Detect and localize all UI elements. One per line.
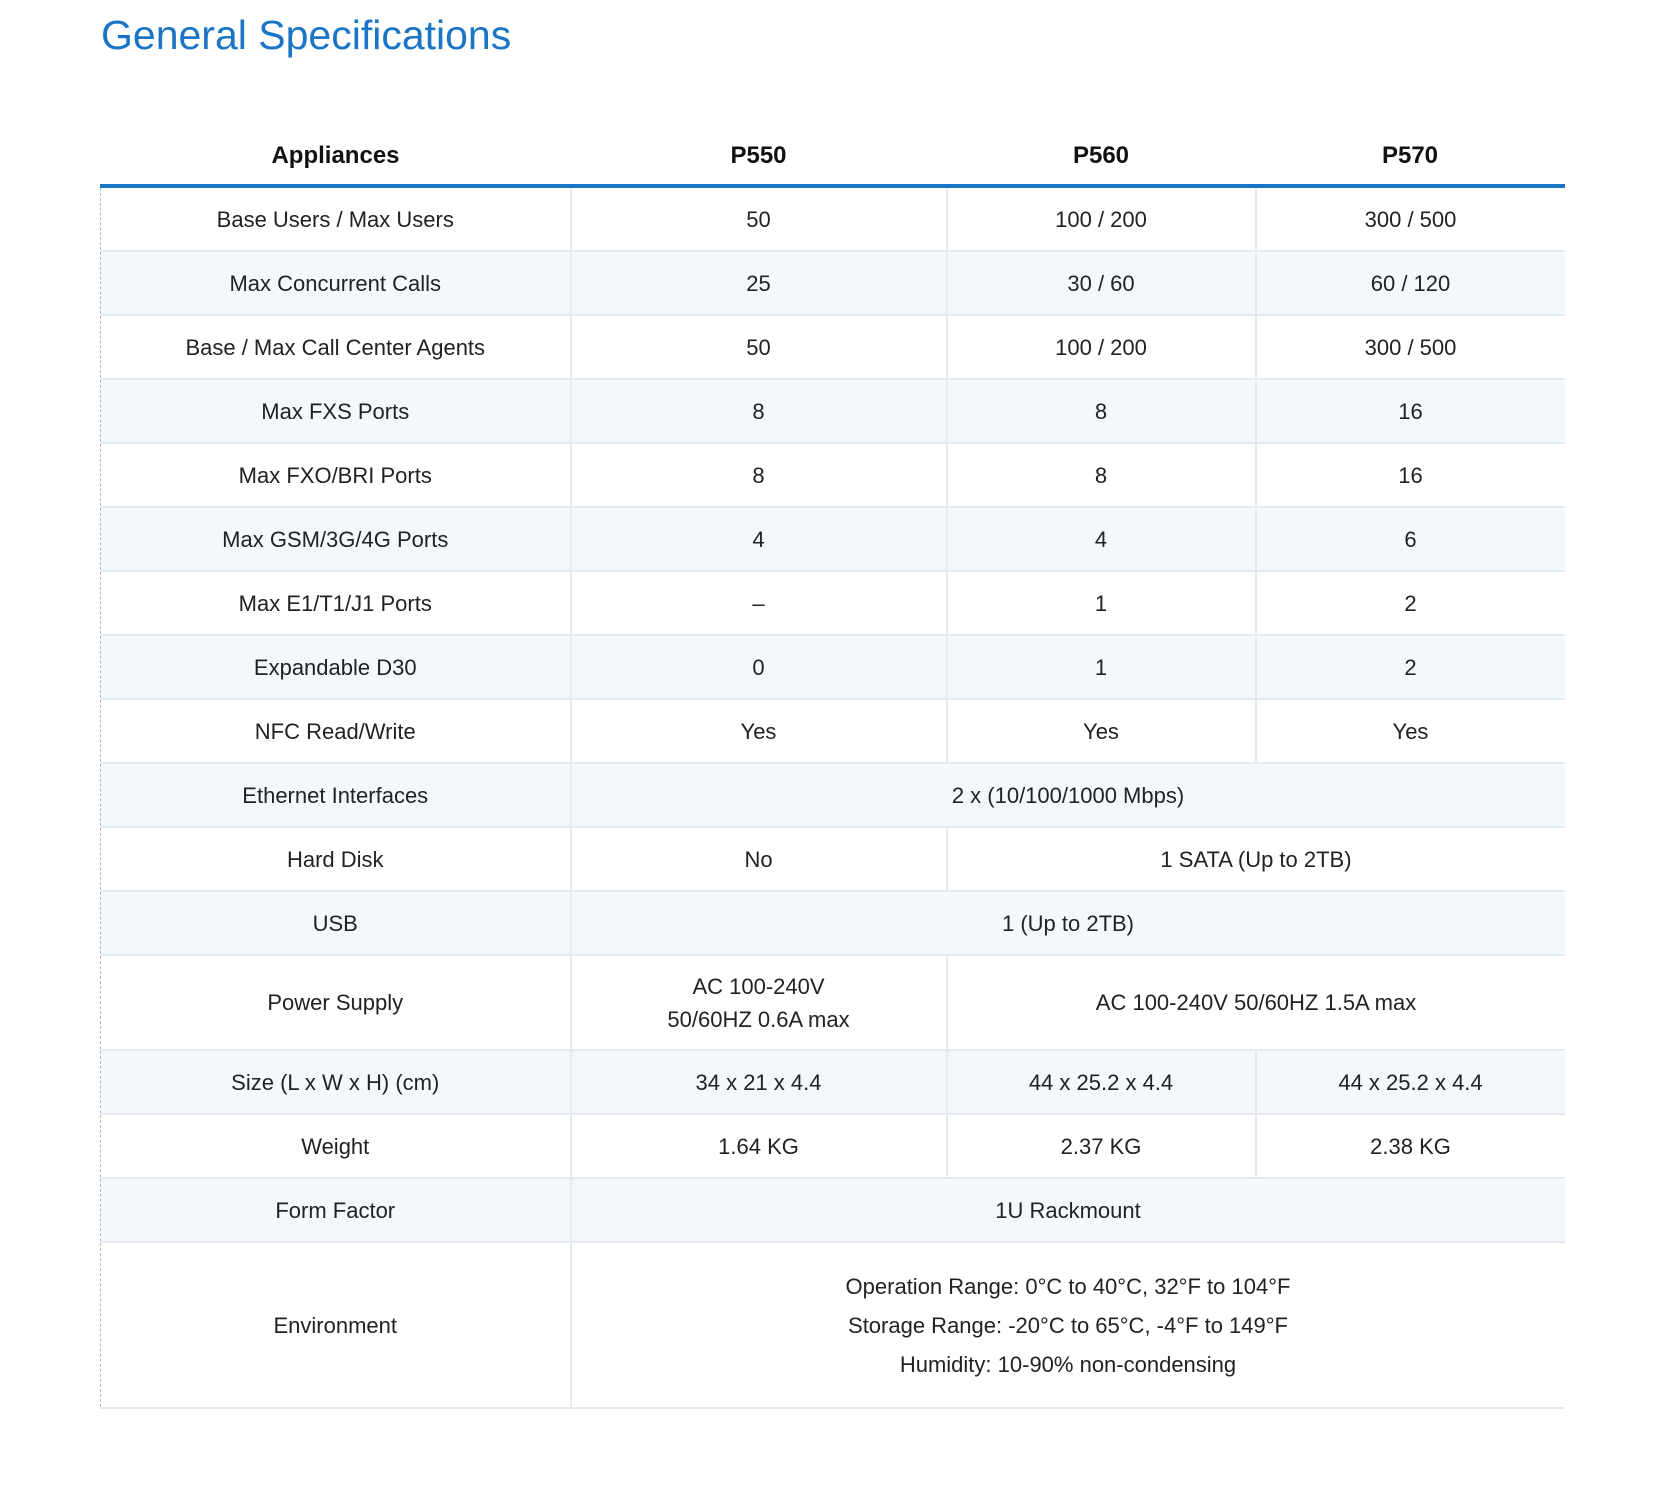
row-label: Max Concurrent Calls [101, 251, 571, 315]
column-header-p560: P560 [947, 128, 1256, 186]
row-label: Weight [101, 1114, 571, 1178]
column-header-p550: P550 [571, 128, 947, 186]
cell-p560: 2.37 KG [947, 1114, 1256, 1178]
cell-p560: 100 / 200 [947, 186, 1256, 251]
row-label: Max E1/T1/J1 Ports [101, 571, 571, 635]
cell-p550: 0 [571, 635, 947, 699]
cell-all-models: 1 (Up to 2TB) [571, 891, 1565, 955]
cell-p550 [571, 955, 947, 1050]
table-row [101, 635, 1565, 699]
row-label: Base Users / Max Users [101, 186, 571, 251]
page-title: General Specifications [101, 12, 512, 58]
cell-p570: 6 [1256, 507, 1565, 571]
cell-p560-p570: AC 100-240V 50/60HZ 1.5A max [947, 955, 1565, 1050]
cell-p560: 8 [947, 443, 1256, 507]
table-row [101, 1114, 1565, 1178]
row-label: Environment [101, 1242, 571, 1408]
cell-p560: 4 [947, 507, 1256, 571]
cell-p570: 16 [1256, 379, 1565, 443]
cell-p550: 34 x 21 x 4.4 [571, 1050, 947, 1114]
table-row [101, 1050, 1565, 1114]
table-header-row [101, 128, 1565, 186]
cell-line: Humidity: 10-90% non-condensing [899, 1351, 1237, 1377]
cell-p560: 1 [947, 635, 1256, 699]
cell-p570: 2.38 KG [1256, 1114, 1565, 1178]
cell-p550: No [571, 827, 947, 891]
table-row [101, 186, 1565, 251]
cell-p570: Yes [1256, 699, 1565, 763]
row-label: Expandable D30 [101, 635, 571, 699]
cell-p550: 50 [571, 315, 947, 379]
table-row [101, 507, 1565, 571]
table-row [101, 763, 1565, 827]
table-row [101, 571, 1565, 635]
row-label: Max FXS Ports [101, 379, 571, 443]
row-label: Base / Max Call Center Agents [101, 315, 571, 379]
cell-p570: 44 x 25.2 x 4.4 [1256, 1050, 1565, 1114]
cell-all-models: 2 x (10/100/1000 Mbps) [571, 763, 1565, 827]
row-label: Size (L x W x H) (cm) [101, 1050, 571, 1114]
table-row [101, 827, 1565, 891]
row-label: Ethernet Interfaces [101, 763, 571, 827]
table-row [101, 443, 1565, 507]
cell-p550: 25 [571, 251, 947, 315]
cell-p570: 2 [1256, 571, 1565, 635]
row-label: Max FXO/BRI Ports [101, 443, 571, 507]
row-label: Form Factor [101, 1178, 571, 1242]
cell-p570: 300 / 500 [1256, 186, 1565, 251]
table-row [101, 1242, 1565, 1408]
cell-p550: Yes [571, 699, 947, 763]
cell-p570: 2 [1256, 635, 1565, 699]
table-row [101, 1178, 1565, 1242]
cell-all-models [571, 1242, 1565, 1408]
column-header-p570: P570 [1256, 128, 1565, 186]
row-label: Hard Disk [101, 827, 571, 891]
table-row [101, 251, 1565, 315]
row-label: NFC Read/Write [101, 699, 571, 763]
cell-line: AC 100-240V [692, 973, 825, 999]
cell-p560: 44 x 25.2 x 4.4 [947, 1050, 1256, 1114]
cell-p550: 8 [571, 443, 947, 507]
cell-p550: – [571, 571, 947, 635]
cell-p560-p570: 1 SATA (Up to 2TB) [947, 827, 1565, 891]
table-row [101, 955, 1565, 1050]
table-row [101, 315, 1565, 379]
cell-p550: 50 [571, 186, 947, 251]
cell-p570: 60 / 120 [1256, 251, 1565, 315]
row-label: Power Supply [101, 955, 571, 1050]
cell-line: Storage Range: -20°C to 65°C, -4°F to 149°F [848, 1312, 1288, 1338]
cell-p550: 1.64 KG [571, 1114, 947, 1178]
row-label: Max GSM/3G/4G Ports [101, 507, 571, 571]
table-row [101, 379, 1565, 443]
cell-line: Operation Range: 0°C to 40°C, 32°F to 104°F [845, 1273, 1291, 1299]
row-label: USB [101, 891, 571, 955]
table-row [101, 699, 1565, 763]
cell-p550: 8 [571, 379, 947, 443]
column-header-appliances: Appliances [101, 128, 571, 186]
cell-line: 50/60HZ 0.6A max [667, 1006, 850, 1032]
spec-table [100, 128, 1565, 1409]
cell-p560: Yes [947, 699, 1256, 763]
cell-p560: 8 [947, 379, 1256, 443]
cell-p550: 4 [571, 507, 947, 571]
cell-p560: 1 [947, 571, 1256, 635]
cell-p560: 30 / 60 [947, 251, 1256, 315]
table-row [101, 891, 1565, 955]
cell-all-models: 1U Rackmount [571, 1178, 1565, 1242]
cell-p570: 300 / 500 [1256, 315, 1565, 379]
cell-p560: 100 / 200 [947, 315, 1256, 379]
cell-p570: 16 [1256, 443, 1565, 507]
